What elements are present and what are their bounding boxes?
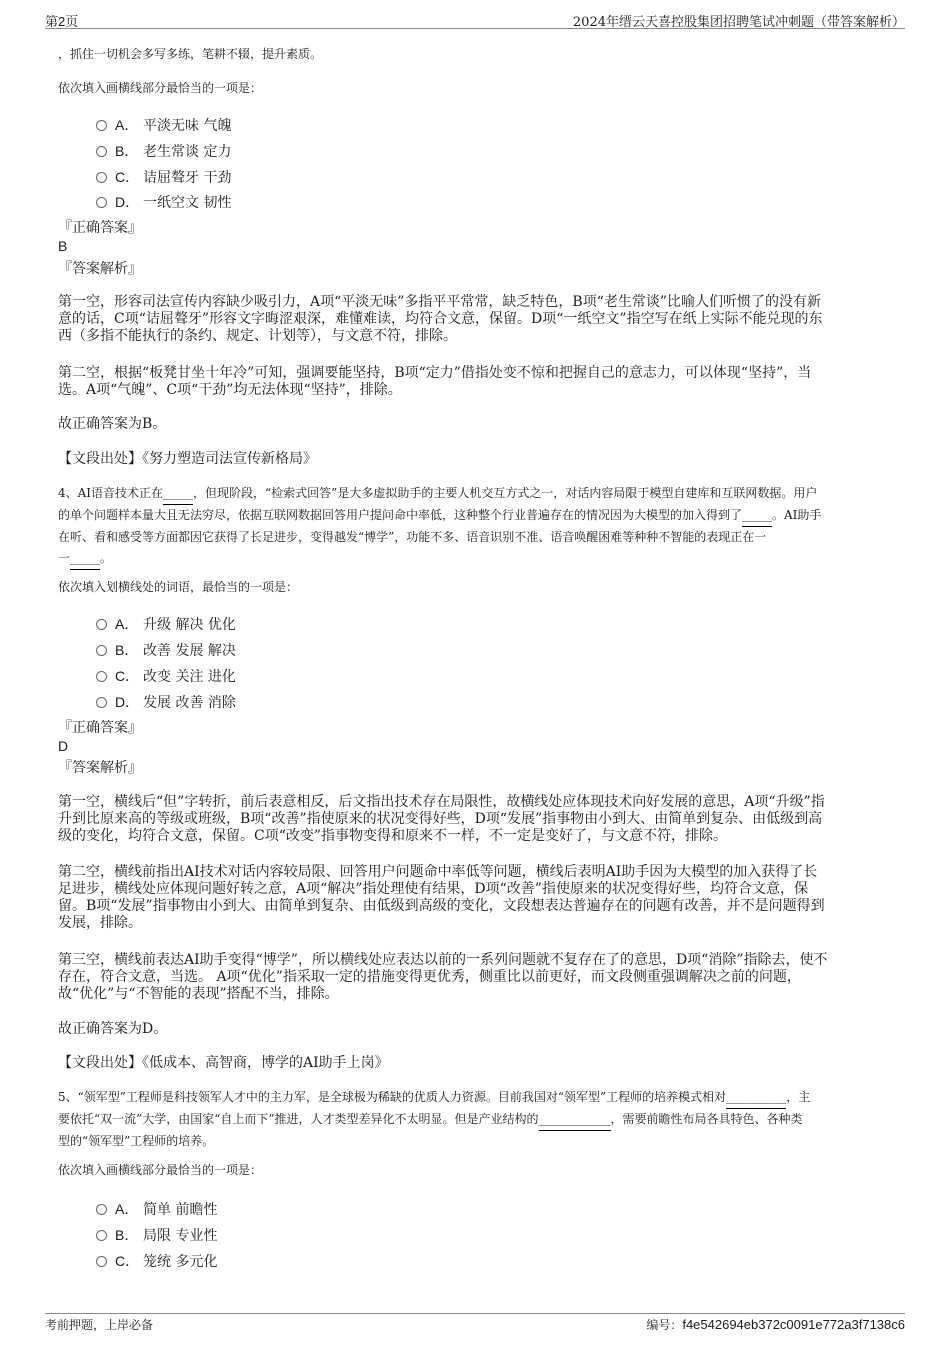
q3-analysis-para-1: 第一空，形容司法宣传内容缺少吸引力，A项“平淡无味”多指平平常常，缺乏特色，B项“老生常谈”比喻人们听惯了的没有新 意的话，C项“诘屈聱牙”形容文字晦涩艰深，难懂难读，均符合文意，保留。D项“一纸空文”指空写在纸上实际不能兑现的东 西（多指不能执行的条约、规定、计划等），与文意不符，排除。 [58,294,823,344]
q5-blank-2: ____________ [539,1109,611,1131]
q4-blank-3: _____ [70,548,100,570]
document-title: 2024年缙云天喜控股集团招聘笔试冲刺题（带答案解析） [572,15,905,30]
q4-source: 【文段出处】《低成本、高智商，博学的AI助手上岗》 [58,1055,389,1071]
q3-intro: ，抓住一切机会多写多练，笔耕不辍，提升素质。 [58,47,323,61]
q4-prompt: 依次填入划横线处的词语，最恰当的一项是： [58,580,299,594]
q3-conclusion: 故正确答案为B。 [58,416,167,432]
q3-source: 【文段出处】《努力塑造司法宣传新格局》 [58,451,317,467]
radio-icon[interactable] [96,697,107,708]
q4-analysis-para-2: 第二空，横线前指出AI技术对话内容较局限、回答用户问题命中率低等问题，横线后表明AI助手因为大模型的加入获得了长 足进步，横线处应体现问题好转之意，A项“解决”指处理使有结果，D项“改善”指使原来的状况变得好些，均符合文意，保 留。B项“发展”指事物由小到大、由简单到复杂、由低级到高级的变化，文段想表达普遍存在的问题有改善，并不是问题得到 发展，排除。 [58,864,825,931]
q4-analysis-para-3: 第三空，横线前表达AI助手变得“博学”，所以横线处应表达以前的一系列问题就不复存在了的意思，D项“消除”指除去，使不 存在，符合文意，当选。 A项“优化”指采取一定的措施变得更优秀，侧重比以前更好，而文段侧重强调解决之前的问题， 故“优化”与“不智能的表现”搭配不当，排除。 [58,952,828,1002]
radio-icon[interactable] [96,645,107,656]
radio-icon[interactable] [96,120,107,131]
q4-analysis-label: 『答案解析』 [58,760,142,776]
page-header [45,8,905,29]
q3-option-d[interactable]: D． 一纸空文 韧性 [96,192,231,212]
document-code: 编号：f4e542694eb372c0091e772a3f7138c6 [646,1317,905,1332]
radio-icon[interactable] [96,1230,107,1241]
q4-answer: D [58,738,69,754]
q4-blank-1: _____ [163,483,193,505]
radio-icon[interactable] [96,671,107,682]
radio-icon[interactable] [96,1256,107,1267]
q4-blank-2: _____ [742,505,772,527]
q5-option-c[interactable]: C． 笼统 多元化 [96,1251,217,1271]
footer-slogan: 考前押题，上岸必备 [45,1318,154,1332]
q5-option-a[interactable]: A． 简单 前瞻性 [96,1199,217,1219]
q3-correct-label: 『正确答案』 [58,220,142,236]
page-footer [45,1313,905,1344]
radio-icon[interactable] [96,1204,107,1215]
q4-correct-label: 『正确答案』 [58,720,142,736]
radio-icon[interactable] [96,619,107,630]
q4-option-d[interactable]: D． 发展 改善 消除 [96,692,236,712]
q5-stem: 5、“领军型”工程师是科技领军人才中的主力军，是全球极为稀缺的优质人力资源。目前我国对“领军型”工程师的培养模式相对__________，主 要依托“双一流”大学，由国家“自上而下”推进，人才类型差异化不太明显。但是产业结构的____________，需要前瞻性布局各具特色、各种类 型的“领军型”工程师的培养。 [58,1087,810,1152]
q4-option-c[interactable]: C． 改变 关注 进化 [96,666,236,686]
radio-icon[interactable] [96,146,107,157]
q3-analysis-para-2: 第二空，根据“板凳甘坐十年冷”可知，强调要能坚持，B项“定力”借指处变不惊和把握自己的意志力，可以体现“坚持”，当 选。A项“气魄”、C项“干劲”均无法体现“坚持”，排除。 [58,365,812,398]
page-number: 第2页 [45,14,79,29]
q3-option-c[interactable]: C． 诘屈聱牙 干劲 [96,167,231,187]
q4-option-b[interactable]: B． 改善 发展 解决 [96,640,236,660]
q4-option-a[interactable]: A． 升级 解决 优化 [96,614,236,634]
q5-option-b[interactable]: B． 局限 专业性 [96,1225,217,1245]
q3-answer: B [58,238,68,254]
radio-icon[interactable] [96,197,107,208]
q3-prompt: 依次填入画横线部分最恰当的一项是： [58,81,263,95]
q4-conclusion: 故正确答案为D。 [58,1021,168,1037]
q4-analysis-para-1: 第一空，横线后“但”字转折，前后表意相反，后文指出技术存在局限性，故横线处应体现技术向好发展的意思，A项“升级”指 升到比原来高的等级或班级，B项“改善”指使原来的状况变得好些，D项“发展”指事物由小到大、由简单到复杂、由低级到高 级的变化，均符合文意，保留。C项“改变”指事物变得和原来不一样，不一定是变好了，与文意不符，排除。 [58,794,825,844]
q5-blank-1: __________ [726,1087,786,1109]
q3-analysis-label: 『答案解析』 [58,261,142,277]
q3-option-b[interactable]: B． 老生常谈 定力 [96,141,231,161]
q3-option-a[interactable]: A． 平淡无味 气魄 [96,115,231,135]
q4-stem: 4、AI语音技术正在_____，但现阶段，“检索式回答”是大多虚拟助手的主要人机交互方式之一，对话内容局限于模型自建库和互联网数据。用户 的单个问题样本量大且无法穷尽，依据互联网数据回答用户提问命中率低，这种整个行业普遍存在的情况因为大模型的加入得到了_____。AI助手 在听、看和感受等方面都因它获得了长足进步，变得越发“博学”，功能不多、语音识别不准、语音唤醒困难等种种不智能的表现正在一 一_____。 [58,483,821,570]
radio-icon[interactable] [96,172,107,183]
q5-prompt: 依次填入画横线部分最恰当的一项是： [58,1163,263,1177]
